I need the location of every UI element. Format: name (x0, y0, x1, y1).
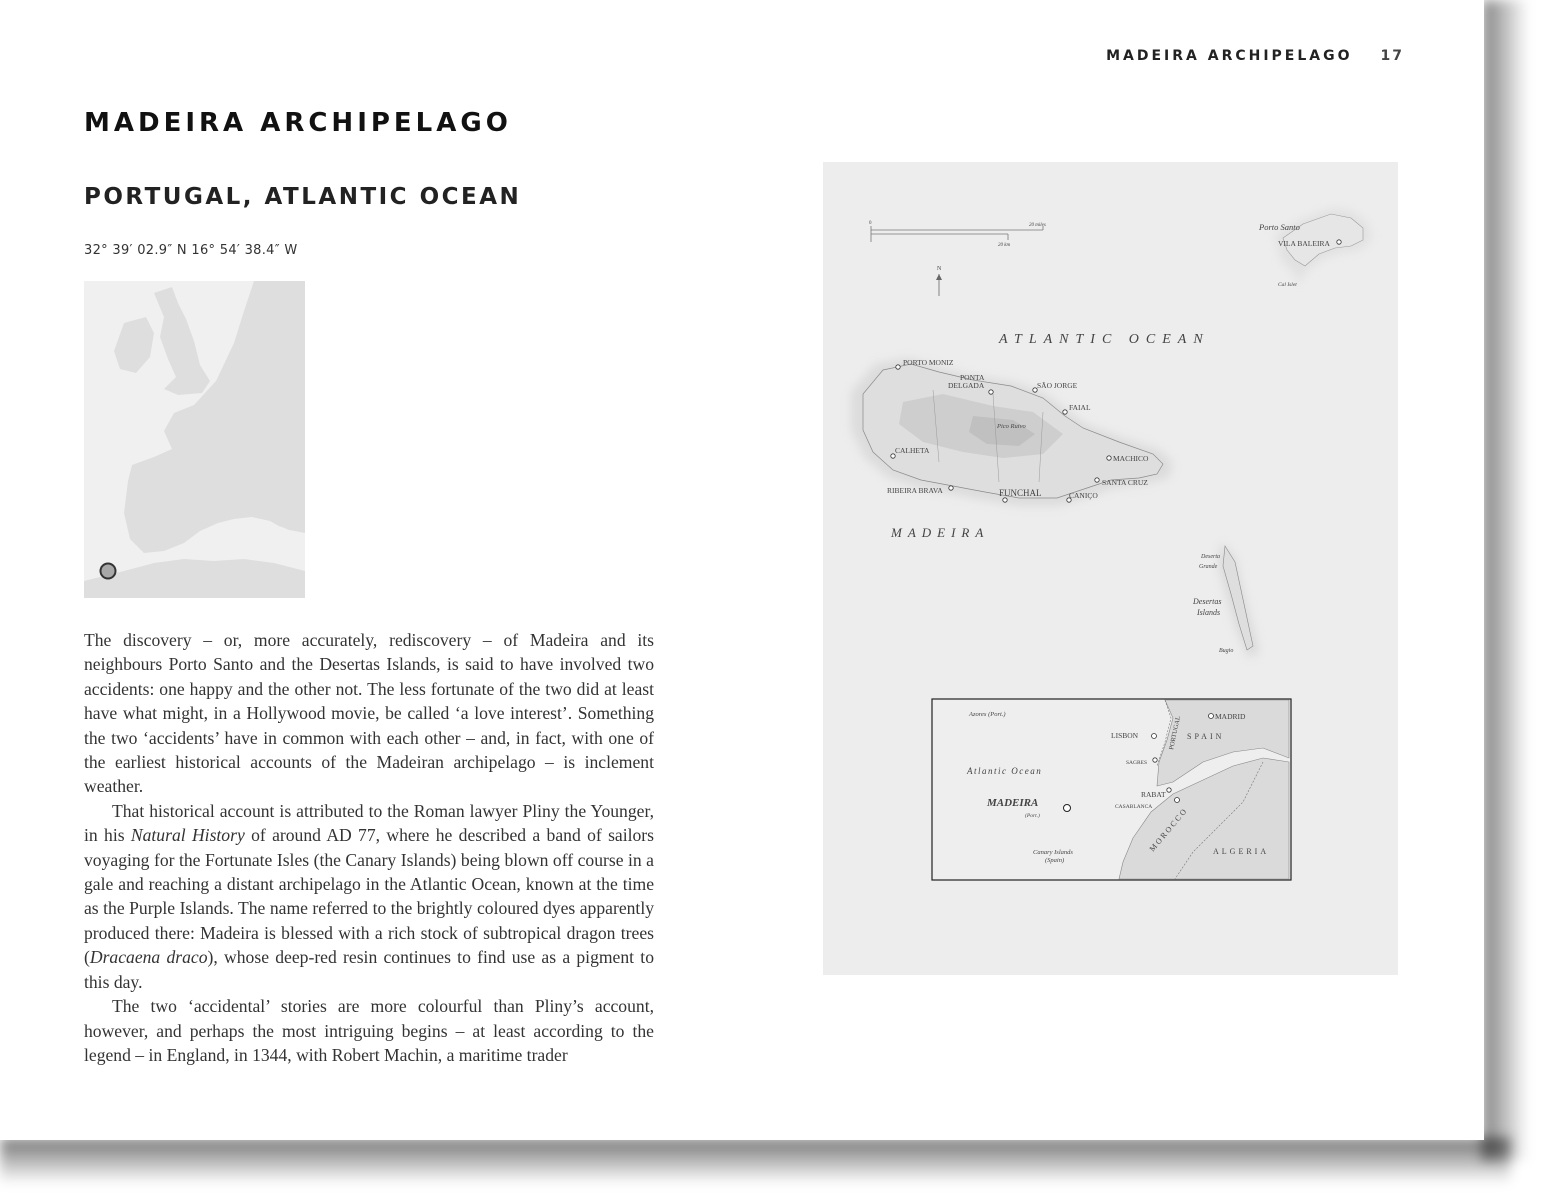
svg-text:SÃO JORGE: SÃO JORGE (1037, 381, 1078, 390)
coordinates: 32° 39′ 02.9″ N 16° 54′ 38.4″ W (84, 243, 298, 258)
svg-text:MADEIRA: MADEIRA (987, 797, 1039, 809)
svg-text:PONTA: PONTA (960, 373, 985, 382)
page-shadow-right (1482, 0, 1528, 1160)
svg-text:LISBON: LISBON (1111, 731, 1139, 740)
svg-text:Islands: Islands (1197, 608, 1221, 617)
chapter-subtitle: PORTUGAL, ATLANTIC OCEAN (84, 184, 522, 210)
svg-text:CASABLANCA: CASABLANCA (1115, 804, 1153, 810)
svg-text:FAIAL: FAIAL (1069, 403, 1091, 412)
svg-text:N: N (937, 266, 942, 272)
svg-text:Desertas: Desertas (1193, 597, 1222, 606)
svg-text:Grande: Grande (1199, 564, 1218, 570)
book-title: Natural History (130, 825, 245, 846)
locator-map-graphic (84, 281, 305, 598)
north-arrow (936, 266, 942, 296)
svg-text:Atlantic Ocean: Atlantic Ocean (967, 766, 1043, 776)
svg-text:MADEIRA: MADEIRA (891, 525, 990, 540)
svg-text:Porto Santo: Porto Santo (1259, 222, 1300, 232)
svg-text:RABAT: RABAT (1141, 790, 1166, 799)
svg-text:20 km: 20 km (998, 243, 1011, 248)
svg-text:MADRID: MADRID (1215, 712, 1246, 721)
ocean-label: ATLANTIC OCEAN (999, 332, 1210, 347)
inset-map (932, 699, 1291, 880)
page-number: 17 (1380, 48, 1404, 64)
paragraph-3: The two ‘accidental’ stories are more colourful than Pliny’s account, however, and perhaps the most intriguing begins – at least according to the legend – in England, in 1344, with Robert Machin, a maritime trader (84, 996, 654, 1065)
chapter-title: MADEIRA ARCHIPELAGO (84, 108, 512, 138)
svg-text:MACHICO: MACHICO (1113, 454, 1149, 463)
svg-text:DELGADA: DELGADA (948, 381, 985, 390)
body-text (84, 628, 654, 1067)
paragraph-1: The discovery – or, more accurately, rediscovery – of Madeira and its neighbours Porto Santo and the Desertas Islands, is said to have involved two accidents: one happy and the other not. The less fortunate of the two did at least have what might, in a Hollywood movie, be called ‘a love interest’. Something the two ‘accidents’ have in common with each other – and, in fact, with one of the earliest historical accounts of the Madeiran archipelago – is inclement weather. (84, 630, 654, 797)
running-head (1106, 48, 1404, 64)
svg-text:Bugio: Bugio (1219, 648, 1234, 654)
svg-text:(Spain): (Spain) (1045, 857, 1065, 864)
svg-text:20 miles: 20 miles (1029, 223, 1046, 228)
svg-text:Deserta: Deserta (1201, 554, 1220, 560)
svg-text:CALHETA: CALHETA (895, 446, 930, 455)
svg-text:VILA BALEIRA: VILA BALEIRA (1278, 239, 1330, 248)
svg-text:SANTA CRUZ: SANTA CRUZ (1102, 478, 1148, 487)
svg-text:ALGERIA: ALGERIA (1213, 847, 1270, 856)
svg-text:PORTO MONIZ: PORTO MONIZ (903, 358, 954, 367)
locator-map (84, 281, 305, 598)
archipelago-map-graphic (823, 162, 1398, 975)
svg-text:FUNCHAL: FUNCHAL (999, 488, 1042, 498)
svg-text:SPAIN: SPAIN (1187, 732, 1225, 741)
svg-text:CANIÇO: CANIÇO (1069, 491, 1098, 500)
species-name: Dracaena draco (89, 947, 208, 968)
svg-text:Azores (Port.): Azores (Port.) (969, 711, 1006, 718)
location-marker (101, 564, 116, 579)
scale-bar (869, 221, 1046, 248)
running-head-title: MADEIRA ARCHIPELAGO (1106, 48, 1353, 64)
svg-text:Cal Islet: Cal Islet (1278, 282, 1297, 288)
page-shadow (0, 1138, 1510, 1184)
svg-text:SAGRES: SAGRES (1126, 760, 1148, 766)
svg-text:Canary Islands: Canary Islands (1033, 849, 1073, 856)
svg-text:MOROCCO: MOROCCO (1147, 805, 1190, 854)
porto-santo-island (1258, 208, 1371, 288)
svg-text:(Port.): (Port.) (1025, 813, 1040, 819)
svg-text:RIBEIRA BRAVA: RIBEIRA BRAVA (887, 486, 943, 495)
desertas-islands (1192, 542, 1259, 658)
archipelago-map (823, 162, 1398, 975)
svg-text:PORTUGAL: PORTUGAL (1168, 715, 1183, 751)
paragraph-2: That historical account is attributed to the Roman lawyer Pliny the Younger, in his Natural History of around AD 77, where he described a band of sailors voyaging for the Fortunate Isles (the Canary Islands) being blown off course in a gale and reaching a distant archipelago in the Atlantic Ocean, known at the time as the Purple Islands. The name referred to the brightly coloured dyes apparently produced there: Madeira is blessed with a rich stock of subtropical dragon trees (Dracaena draco), whose deep-red resin continues to find use as a pigment to this day. (84, 800, 654, 992)
svg-text:0: 0 (869, 221, 872, 226)
svg-text:Pico Ruivo: Pico Ruivo (997, 423, 1026, 430)
madeira-island (851, 358, 1173, 540)
